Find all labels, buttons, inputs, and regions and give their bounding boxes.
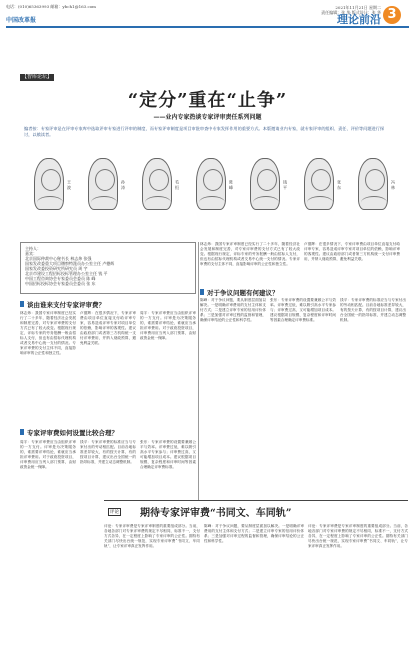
portrait-sketch xyxy=(358,158,388,210)
guest-host-label: 主持人： xyxy=(25,246,41,251)
editor-note: 编者按：专家评审是在评审专家库中选取评审专家进行评审的制度，而专家评审制度是项目审批审查中专家发挥作用的重要方式。本版邀请业内专家，就专家评审的组织、责任、评价等问题进行探讨，以飨读者。 xyxy=(24,126,385,137)
guest-line: 北京市建设工程招标投标管理办公室主任 钱 平 xyxy=(25,271,108,276)
section-heading-3: 对于争议问题有何建议？ xyxy=(200,288,279,297)
headline: “定分”重在“止争” xyxy=(127,90,288,111)
portrait-name: 张 东 xyxy=(337,180,342,190)
portrait-5 xyxy=(242,154,288,238)
body-column: 陈峰：对于争议问题，要从制度层面加以解决。一是明确评审费用的支付主体和支付方式；二是建立评审专家的信用评价体系；三是加强对评审过程的监督和管理，确保评审结论的公正性和科学性。 xyxy=(200,298,266,322)
guest-line: 中国工程咨询协会专家委员会委员 陈 峰 xyxy=(25,276,96,281)
portrait-6 xyxy=(296,154,342,238)
portrait-sketch xyxy=(304,158,334,210)
portrait-sketch xyxy=(88,158,118,210)
comment-divider xyxy=(104,500,408,501)
guest-guest-label: 嘉宾： xyxy=(25,251,37,256)
masthead xyxy=(6,4,409,30)
portrait-name: 毛 恒 xyxy=(175,180,180,190)
body-column: 周宇：专家评审费应当由组织评审的一方支付。评审是为决策服务的，谁需要评审结论，谁就应当承担评审费用。对于政府投资项目，评审费用应当列入部门预算，由财政资金统一保障。 xyxy=(20,440,76,469)
page-number-badge: 3 xyxy=(383,6,401,24)
body-column: 卢德辉：在很多情况下，专家评审费由项目单位直接支付给评审专家，容易造成评审专家对项目单位的依赖，影响评审的客观性。建议由政府部门或者第三方机构统一支付评审费用，并纳入财政预算，避免利益关联。 xyxy=(80,311,136,345)
portrait-sketch xyxy=(250,158,280,210)
column-tag: 【智库论坛】 xyxy=(22,74,53,80)
masthead-contact-line: 电话：(010)65363993 邮箱：ybch1@163.com xyxy=(6,4,96,9)
section-heading-2: 专家评审费如何设置比较合理？ xyxy=(20,428,118,437)
masthead-rule xyxy=(6,26,409,28)
comment-column: 评论：专家评审费是专家评审制度的重要组成部分。当前，各地各部门对专家评审费的规定不尽相同，标准不一，支付方式各异，在一定程度上影响了专家评审的公正性。期待有关部门尽快出台统一规范，实现专家评审费“书同文、车同轨”，让专家评审真正发挥作用。 xyxy=(308,524,408,548)
body-column: 张东：专家评审费的设置要兼顾公平与效率。评审费过低，难以吸引高水平专家参与；评审费过高，又可能增加项目成本。建议根据项目规模、复杂程度和评审时间等因素合理确定评审费标准。 xyxy=(270,298,336,322)
portrait-name: 孙 涛 xyxy=(121,180,126,190)
portrait-3 xyxy=(134,154,180,238)
section-title: 理论前沿 xyxy=(337,13,381,26)
portrait-strip xyxy=(26,154,396,238)
guest-line: 国家发改委重大项目稽察特派员办公室主任 卢德辉 xyxy=(25,261,115,266)
masthead-brand: 中国改革报 xyxy=(6,17,37,24)
section-heading-1: 谈由谁来支付专家评审费？ xyxy=(20,300,105,309)
body-column: 周宇：专家评审费应当由组织评审的一方支付。评审是为决策服务的，谁需要评审结论，谁就应当承担评审费用。对于政府投资项目，评审费用应当列入部门预算，由财政资金统一保障。 xyxy=(140,311,196,340)
portrait-sketch xyxy=(196,158,226,210)
portrait-name: 王 波 xyxy=(67,180,72,190)
guest-line: 中国招标投标协会专家委员会委员 张 东 xyxy=(25,281,96,286)
body-column: 林志炜：我国专家评审制度已经实行了二十多年，随着经济社会发展和制度完善，对专家评审费的支付方式已有了较大改变。根据现行规定，评标专家的劳务报酬一般由招标人支付，但也有由招标代理机构或者交易中心统一支付的情况。专家评审费的支付主体不同，直接影响评审的公正性和独立性。 xyxy=(200,242,300,266)
comment-column: 评论：专家评审费是专家评审制度的重要组成部分。当前，各地各部门对专家评审费的规定不尽相同，标准不一，支付方式各异，在一定程度上影响了专家评审的公正性。期待有关部门尽快出台统一规范，实现专家评审费“书同文、车同轨”，让专家评审真正发挥作用。 xyxy=(104,524,200,548)
guest-line: 北京国际仲裁中心秘书长 林志炜 张强 xyxy=(25,256,92,261)
body-column: 张东：专家评审费的设置要兼顾公平与效率。评审费过低，难以吸引高水平专家参与；评审费过高，又可能增加项目成本。建议根据项目规模、复杂程度和评审时间等因素合理确定评审费标准。 xyxy=(140,440,196,469)
body-column: 钱平：专家评审费的标准应当与专家付出的劳动相匹配。目前各地标准差异较大，有的按天计算，有的按项目计算，建议出台全国统一的指导标准，并建立动态调整机制。 xyxy=(340,298,406,322)
body-column: 钱平：专家评审费的标准应当与专家付出的劳动相匹配。目前各地标准差异较大，有的按天计算，有的按项目计算，建议出台全国统一的指导标准，并建立动态调整机制。 xyxy=(80,440,136,464)
portrait-name: 冯 林 xyxy=(391,180,396,190)
portrait-1 xyxy=(26,154,72,238)
guest-line: 国家发改委投资研究所研究员 周 宇 xyxy=(25,266,88,271)
comment-tag: 评论 xyxy=(110,510,119,515)
comment-headline: 期待专家评审费“书同文、车同轨” xyxy=(140,508,292,519)
subheadline: ——业内专家热谈专家评审责任系列问题 xyxy=(153,114,262,121)
portrait-sketch xyxy=(142,158,172,210)
portrait-7 xyxy=(350,154,396,238)
portrait-4 xyxy=(188,154,234,238)
column-divider xyxy=(198,242,199,500)
portrait-2 xyxy=(80,154,126,238)
portrait-sketch xyxy=(34,158,64,210)
masthead-date-line: 2021年11月21日 星期二 xyxy=(335,5,381,10)
comment-column: 陈峰：对于争议问题，要从制度层面加以解决。一是明确评审费用的支付主体和支付方式；二是建立评审专家的信用评价体系；三是加强对评审过程的监督和管理，确保评审结论的公正性和科学性。 xyxy=(204,524,304,543)
portrait-name: 钱 平 xyxy=(283,180,288,190)
body-column: 卢德辉：在很多情况下，专家评审费由项目单位直接支付给评审专家，容易造成评审专家对项目单位的依赖，影响评审的客观性。建议由政府部门或者第三方机构统一支付评审费用，并纳入财政预算，避免利益关联。 xyxy=(304,242,400,261)
body-column: 林志炜：我国专家评审制度已经实行了二十多年，随着经济社会发展和制度完善，对专家评审费的支付方式已有了较大改变。根据现行规定，评标专家的劳务报酬一般由招标人支付，但也有由招标代理机构或者交易中心统一支付的情况。专家评审费的支付主体不同，直接影响评审的公正性和独立性。 xyxy=(20,311,76,355)
masthead-editor-line: 责任编辑：张 华 版式设计：张 华 xyxy=(321,10,381,15)
masthead-contact xyxy=(6,4,96,9)
portrait-name: 陈 峰 xyxy=(229,180,234,190)
guest-list-box xyxy=(20,242,196,294)
